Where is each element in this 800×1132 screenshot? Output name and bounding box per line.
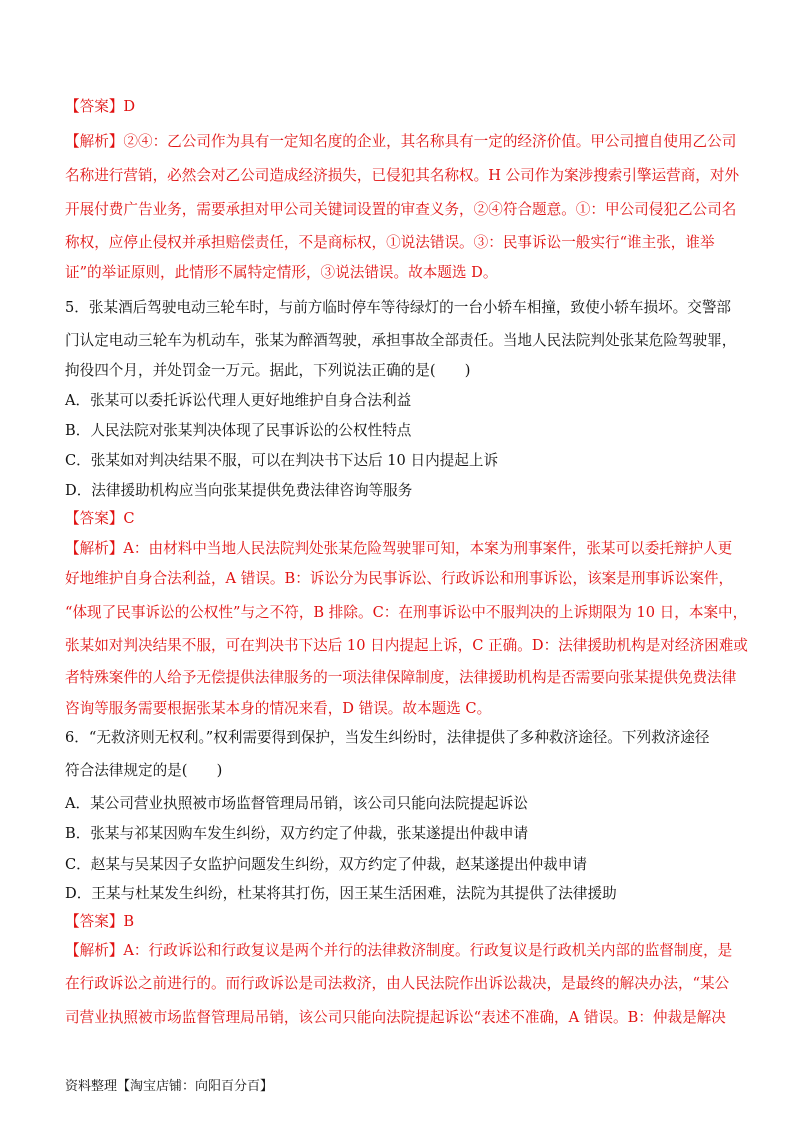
option-line: C．赵某与吴某因子女监护问题发生纠纷，双方约定了仲裁，赵某遂提出仲裁申请	[65, 856, 587, 873]
option-line: D．法律援助机构应当向张某提供免费法律咨询等服务	[65, 482, 413, 499]
analysis-line: 开展付费广告业务，需要承担对甲公司关键词设置的审查义务，②④符合题意。①：甲公司侵犯乙公司名	[65, 201, 737, 218]
analysis-line: 好地维护自身合法利益，A 错误。B：诉讼分为民事诉讼、行政诉讼和刑事诉讼，该案是刑事诉讼案件，	[65, 570, 734, 587]
question-line: 5．张某酒后驾驶电动三轮车时，与前方临时停车等待绿灯的一台小轿车相撞，致使小轿车损坏。交警部	[65, 299, 732, 316]
analysis-line: 张某如对判决结果不服，可在判决书下达后 10 日内提起上诉，C 正确。D：法律援助机构是对经济困难或	[65, 637, 748, 654]
page-footer: 资料整理【淘宝店铺：向阳百分百】	[65, 1079, 274, 1094]
answer-line: 【答案】B	[65, 913, 135, 930]
analysis-line: 在行政诉讼之前进行的。而行政诉讼是司法救济，由人民法院作出诉讼裁决，是最终的解决办法，“某公	[65, 975, 730, 992]
option-line: B．张某与祁某因购车发生纠纷，双方约定了仲裁，张某遂提出仲裁申请	[65, 825, 529, 842]
answer-line: 【答案】D	[65, 98, 136, 115]
option-line: C．张某如对判决结果不服，可以在判决书下达后 10 日内提起上诉	[65, 452, 499, 469]
answer-line: 【答案】C	[65, 510, 135, 527]
option-line: B．人民法院对张某判决体现了民事诉讼的公权性特点	[65, 422, 412, 439]
question-line: 门认定电动三轮车为机动车，张某为醉酒驾驶，承担事故全部责任。当地人民法院判处张某危险驾驶罪，	[65, 332, 737, 349]
analysis-line: 【解析】A：行政诉讼和行政复议是两个并行的法律救济制度。行政复议是行政机关内部的监督制度，是	[65, 942, 733, 959]
question-line: 符合法律规定的是( )	[65, 762, 223, 779]
analysis-line: 称权，应停止侵权并承担赔偿责任，不是商标权，①说法错误。③：民事诉讼一般实行“谁主张，谁举	[65, 234, 715, 251]
question-line: 6．“无救济则无权利。”权利需要得到保护，当发生纠纷时，法律提供了多种救济途径。下列救济途径	[65, 729, 710, 746]
analysis-line: 名称进行营销，必然会对乙公司造成经济损失，已侵犯其名称权。H 公司作为案涉搜索引擎运营商，对外	[65, 167, 740, 184]
option-line: D．王某与杜某发生纠纷，杜某将其打伤，因王某生活困难，法院为其提供了法律援助	[65, 885, 617, 902]
analysis-line: 者特殊案件的人给予无偿提供法律服务的一项法律保障制度，法律援助机构是否需要向张某提供免费法律	[65, 669, 737, 686]
question-line: 拘役四个月，并处罚金一万元。据此，下列说法正确的是( )	[65, 362, 471, 379]
analysis-line: 【解析】A：由材料中当地人民法院判处张某危险驾驶罪可知，本案为刑事案件，张某可以委托辩护人更	[65, 540, 733, 557]
option-line: A．某公司营业执照被市场监督管理局吊销，该公司只能向法院提起诉讼	[65, 795, 528, 812]
analysis-line: 咨询等服务需要根据张某本身的情况来看，D 错误。故本题选 C。	[65, 700, 492, 717]
analysis-line: “体现了民事诉讼的公权性”与之不符，B 排除。C：在刑事诉讼中不服判决的上诉期限为 10 日，本案中，	[65, 604, 748, 621]
analysis-line: 司营业执照被市场监督管理局吊销，该公司只能向法院提起诉讼“表述不准确，A 错误。B：仲裁是解决	[65, 1009, 726, 1026]
analysis-line: 【解析】②④：乙公司作为具有一定知名度的企业，其名称具有一定的经济价值。甲公司擅自使用乙公司	[65, 133, 737, 150]
option-line: A．张某可以委托诉讼代理人更好地维护自身合法利益	[65, 392, 412, 409]
analysis-line: 证”的举证原则，此情形不属特定情形，③说法错误。故本题选 D。	[65, 264, 498, 281]
